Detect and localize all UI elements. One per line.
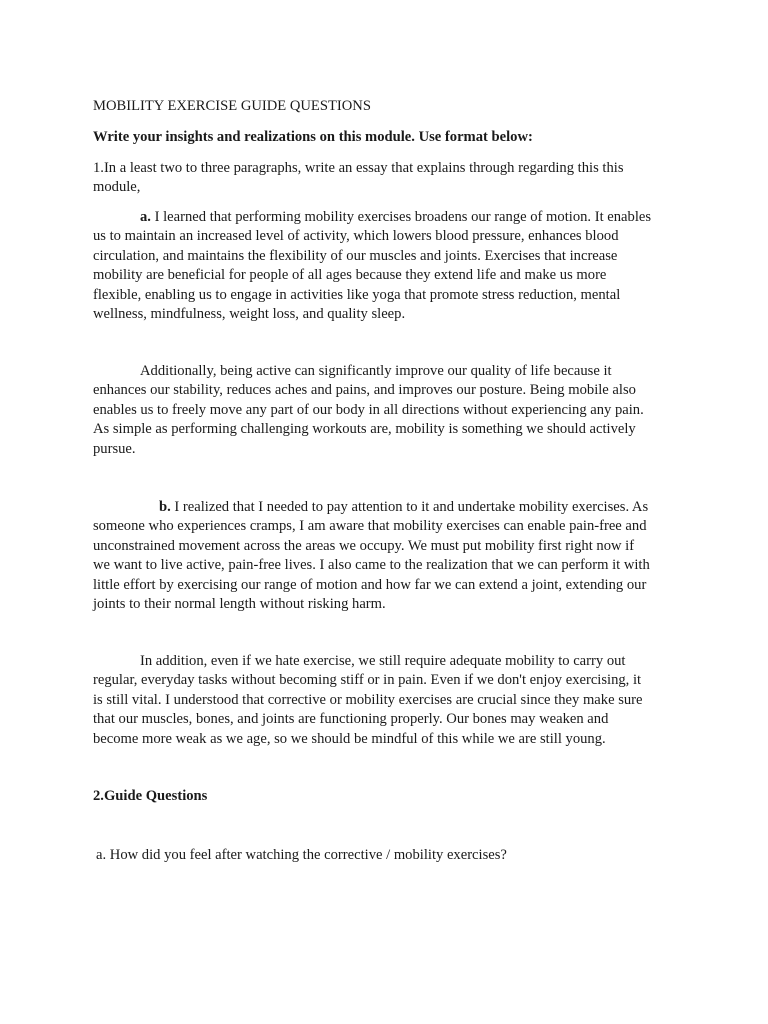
document-title: MOBILITY EXERCISE GUIDE QUESTIONS: [93, 98, 371, 114]
paragraph-b-marker: b.: [159, 499, 171, 515]
paragraph-a: [93, 208, 653, 324]
paragraph-b: [93, 498, 653, 614]
question-2a: a. How did you feel after watching the corrective / mobility exercises?: [96, 847, 507, 863]
question-1: 1.In a least two to three paragraphs, write an essay that explains through regarding this this module,: [93, 160, 624, 196]
paragraph-a-marker: a.: [140, 209, 151, 225]
paragraph-b-text: I realized that I needed to pay attention to it and undertake mobility exercises. As someone who experiences cramps, I am aware that mobility exercises can enable pain-free and unconstrained movement across the areas we occupy. We must put mobility first right now if we want to live active, pain-free lives. I also came to the realization that we can perform it with little effort by exercising our range of motion and how far we can extend a joint, extending our joints to their normal length without risking harm.: [93, 499, 650, 613]
section-2-heading: 2.Guide Questions: [93, 788, 208, 804]
paragraph-b-continued: In addition, even if we hate exercise, we still require adequate mobility to carry out regular, everyday tasks without becoming stiff or in pain. Even if we don't enjoy exercising, it is still vital. I understood that corrective or mobility exercises are crucial since they make sure that our muscles, bones, and joints are functioning properly. Our bones may weaken and become more weak as we age, so we should be mindful of this while we are still young.: [93, 653, 643, 747]
paragraph-a-continued: Additionally, being active can significantly improve our quality of life because it enhances our stability, reduces aches and pains, and improves our posture. Being mobile also enables us to freely move any part of our body in all directions without experiencing any pain. As simple as performing challenging workouts are, mobility is something we should actively pursue.: [93, 363, 644, 457]
paragraph-a-text: I learned that performing mobility exercises broadens our range of motion. It enables us to maintain an increased level of activity, which lowers blood pressure, enhances blood circulation, and maintains the flexibility of our muscles and joints. Exercises that increase mobility are beneficial for people of all ages because they extend life and make us more flexible, enabling us to engage in activities like yoga that promote stress reduction, mental wellness, mindfulness, weight loss, and quality sleep.: [93, 209, 652, 323]
instruction-heading: Write your insights and realizations on this module. Use format below:: [93, 129, 533, 145]
